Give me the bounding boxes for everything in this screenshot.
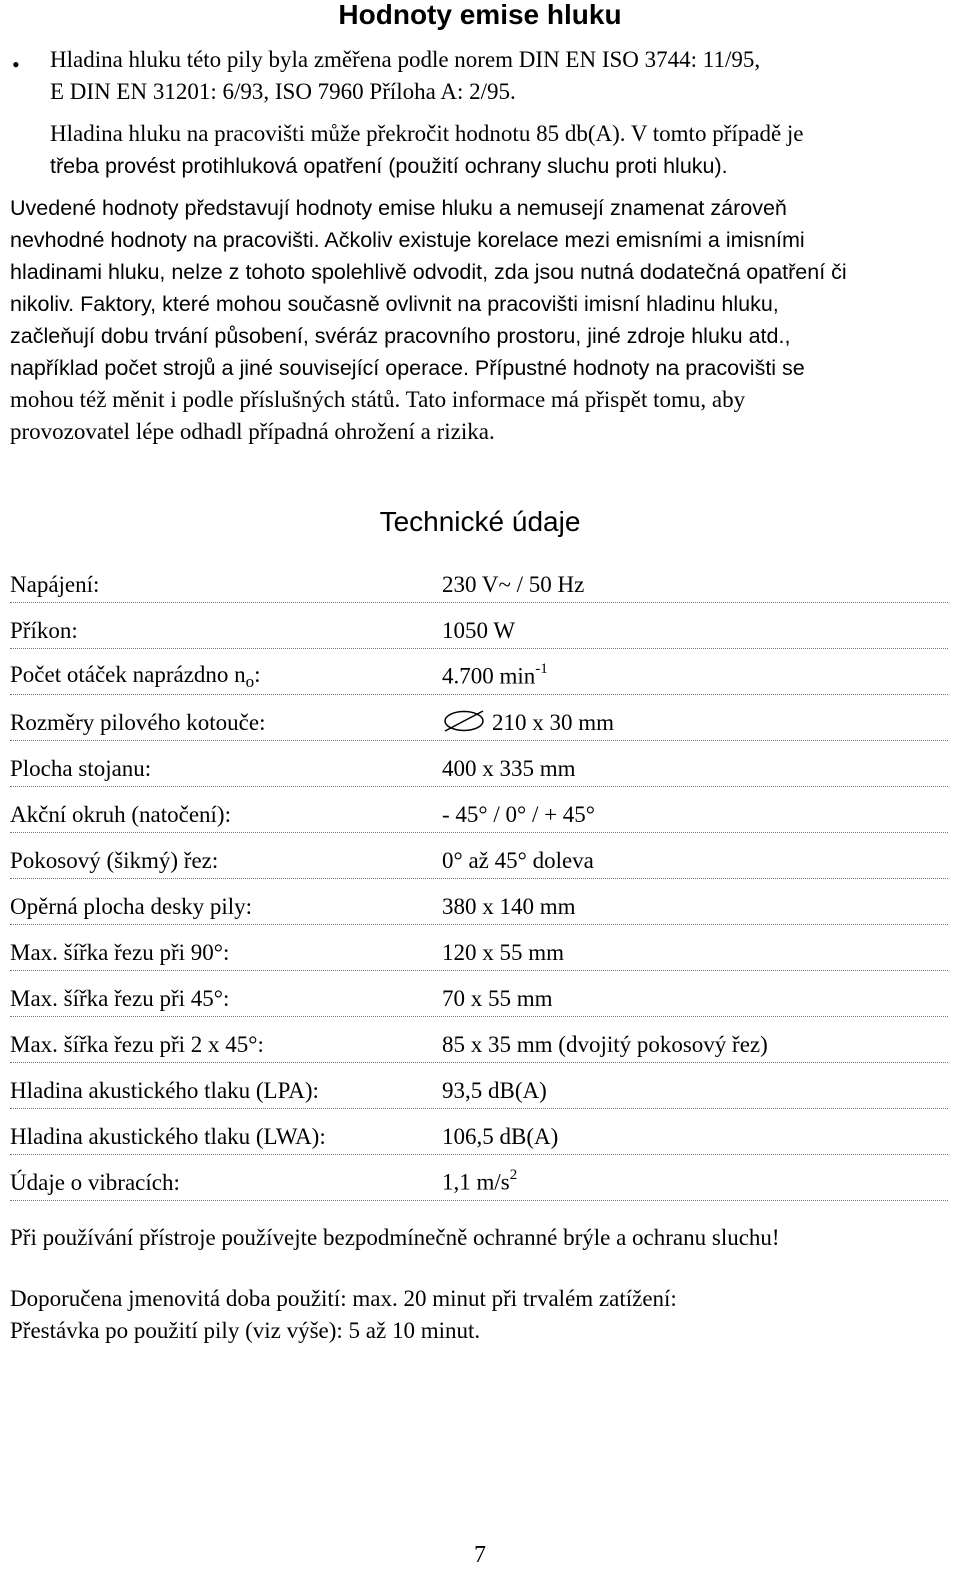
spec-value-text: 1,1 m/s bbox=[442, 1170, 510, 1195]
spec-label: Plocha stojanu: bbox=[10, 756, 152, 781]
diameter-icon bbox=[442, 710, 486, 732]
spec-label: Hladina akustického tlaku (LPA): bbox=[10, 1078, 319, 1103]
spec-label: Hladina akustického tlaku (LWA): bbox=[10, 1124, 326, 1149]
spec-label bbox=[10, 660, 261, 692]
bullet-icon: • bbox=[12, 52, 20, 77]
spec-value bbox=[442, 708, 614, 738]
spec-label: Max. šířka řezu při 2 x 45°: bbox=[10, 1032, 264, 1057]
page-number: 7 bbox=[474, 1542, 486, 1568]
spec-label: Napájení: bbox=[10, 572, 100, 597]
safety-note: Při používání přístroje používejte bezpodmínečně ochranné brýle a ochranu sluchu! bbox=[10, 1225, 780, 1250]
bullet-line-4: třeba provést protihluková opatření (použití ochrany sluchu proti hluku). bbox=[50, 154, 728, 178]
spec-value: 0° až 45° doleva bbox=[442, 848, 594, 873]
spec-row-power-supply bbox=[10, 568, 948, 603]
spec-value: 120 x 55 mm bbox=[442, 940, 565, 965]
spec-value: 70 x 55 mm bbox=[442, 986, 553, 1011]
spec-value: 85 x 35 mm (dvojitý pokosový řez) bbox=[442, 1032, 768, 1057]
paragraph-line-4: nikoliv. Faktory, které mohou současně ovlivnit na pracovišti imisní hladinu hluku, bbox=[10, 292, 779, 316]
spec-label-text: Počet otáček naprázdno n bbox=[10, 662, 246, 687]
usage-line-2: Přestávka po použití pily (viz výše): 5 až 10 minut. bbox=[10, 1318, 481, 1343]
spec-value: 1050 W bbox=[442, 618, 516, 643]
section-heading-noise: Hodnoty emise hluku bbox=[338, 0, 622, 30]
paragraph-line-8: provozovatel lépe odhadl případná ohrožení a rizika. bbox=[10, 419, 495, 444]
usage-line-1: Doporučena jmenovitá doba použití: max. 20 minut při trvalém zatížení: bbox=[10, 1286, 677, 1311]
spec-row-miter-cut bbox=[10, 844, 948, 879]
bullet-line-1: Hladina hluku této pily byla změřena podle norem DIN EN ISO 3744: 11/95, bbox=[50, 47, 761, 72]
spec-label: Pokosový (šikmý) řez: bbox=[10, 848, 219, 873]
spec-value: - 45° / 0° / + 45° bbox=[442, 802, 596, 827]
spec-row-max-width-2x45 bbox=[10, 1028, 948, 1063]
paragraph-line-6: například počet strojů a jiné související operace. Přípustné hodnoty na pracovišti se bbox=[10, 356, 805, 380]
paragraph-line-1: Uvedené hodnoty představují hodnoty emise hluku a nemusejí znamenat zároveň bbox=[10, 196, 787, 220]
paragraph-line-3: hladinami hluku, nelze z tohoto spolehlivě odvodit, zda jsou nutná dodatečná opatření či bbox=[10, 260, 847, 284]
section-heading-technical: Technické údaje bbox=[379, 506, 581, 537]
spec-value-text: 210 x 30 mm bbox=[492, 710, 615, 735]
spec-label: Opěrná plocha desky pily: bbox=[10, 894, 253, 919]
spec-row-table-support bbox=[10, 890, 948, 925]
spec-row-blade-size bbox=[10, 706, 948, 741]
paragraph-line-7: mohou též měnit i podle příslušných států. Tato informace má přispět tomu, aby bbox=[10, 387, 746, 412]
spec-row-sound-pressure-lwa bbox=[10, 1120, 948, 1155]
spec-label: Příkon: bbox=[10, 618, 78, 643]
spec-row-rotation-range bbox=[10, 798, 948, 833]
spec-row-power-input bbox=[10, 614, 948, 649]
spec-row-max-width-90 bbox=[10, 936, 948, 971]
spec-value: 106,5 dB(A) bbox=[442, 1124, 559, 1149]
spec-label: Max. šířka řezu při 45°: bbox=[10, 986, 230, 1011]
spec-row-idle-speed bbox=[10, 660, 948, 695]
spec-label: Rozměry pilového kotouče: bbox=[10, 710, 266, 735]
spec-row-sound-pressure-lpa bbox=[10, 1074, 948, 1109]
spec-value-superscript: 2 bbox=[509, 1167, 518, 1184]
spec-row-stand-area bbox=[10, 752, 948, 787]
spec-value bbox=[442, 656, 548, 692]
paragraph-line-5: začleňují dobu trvání působení, svéráz pracovního prostoru, jiné zdroje hluku atd., bbox=[10, 324, 791, 348]
bullet-line-2: E DIN EN 31201: 6/93, ISO 7960 Příloha A: 2/95. bbox=[50, 79, 516, 104]
spec-value-superscript: -1 bbox=[535, 661, 548, 678]
spec-label-tail: : bbox=[254, 662, 261, 687]
spec-label: Údaje o vibracích: bbox=[10, 1170, 180, 1195]
spec-label: Max. šířka řezu při 90°: bbox=[10, 940, 230, 965]
spec-row-vibration bbox=[10, 1166, 948, 1201]
paragraph-line-2: nevhodné hodnoty na pracovišti. Ačkoliv existuje korelace mezi emisními a imisními bbox=[10, 228, 805, 252]
bullet-line-3: Hladina hluku na pracovišti může překročit hodnotu 85 db(A). V tomto případě je bbox=[50, 121, 804, 146]
spec-value: 380 x 140 mm bbox=[442, 894, 576, 919]
spec-value: 230 V~ / 50 Hz bbox=[442, 572, 585, 597]
spec-value-text: 4.700 min bbox=[442, 664, 536, 689]
spec-value bbox=[442, 1162, 517, 1198]
spec-row-max-width-45 bbox=[10, 982, 948, 1017]
spec-label-subscript: o bbox=[245, 672, 255, 691]
spec-value: 400 x 335 mm bbox=[442, 756, 576, 781]
spec-label: Akční okruh (natočení): bbox=[10, 802, 231, 827]
spec-value: 93,5 dB(A) bbox=[442, 1078, 547, 1103]
